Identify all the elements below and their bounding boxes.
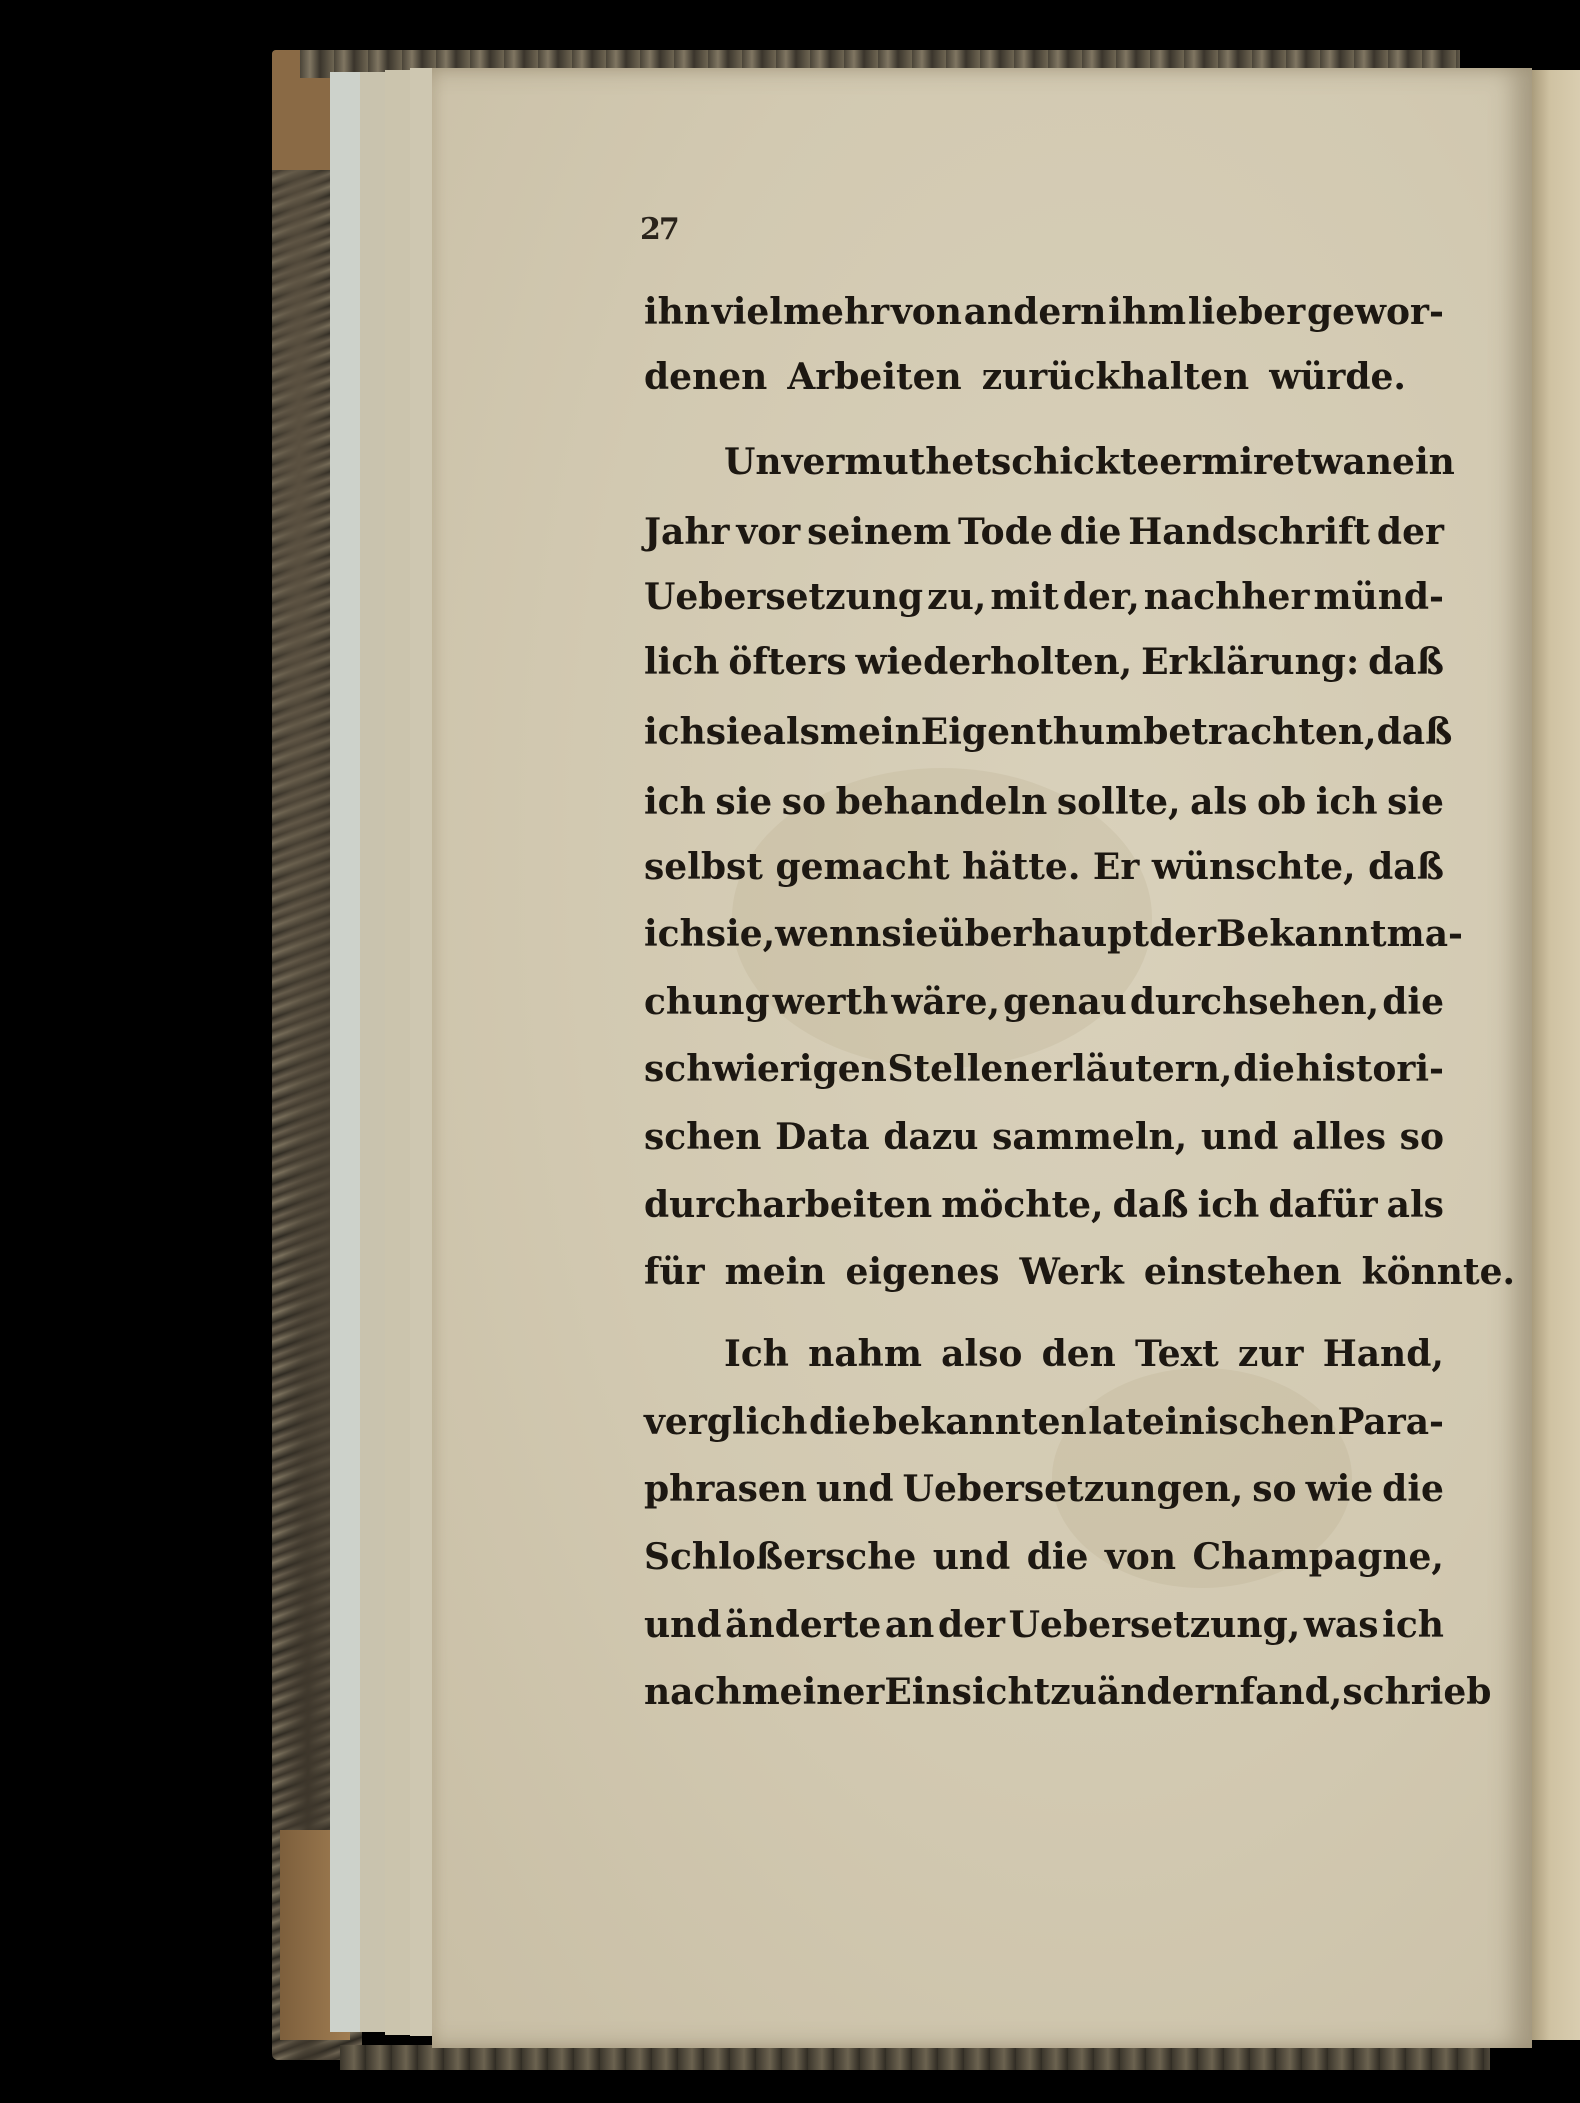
text-word: ich (644, 913, 706, 955)
text-word: möchte, (941, 1184, 1104, 1226)
text-word: zur (1237, 1333, 1304, 1375)
text-word: ändern (1096, 1671, 1240, 1713)
text-word: sie (881, 913, 939, 955)
text-line (644, 640, 1444, 684)
text-word: phrasen (644, 1468, 807, 1510)
text-line (644, 1670, 1492, 1714)
text-word: die (1026, 1536, 1089, 1578)
text-word: meiner (741, 1671, 885, 1713)
text-word: dafür (1268, 1184, 1378, 1226)
text-word: betrachten, (1143, 711, 1377, 753)
text-word: andern (963, 291, 1107, 333)
text-line (644, 1332, 1444, 1376)
text-word: Ich (724, 1333, 789, 1375)
text-word: ein (1392, 441, 1455, 483)
text-word: histori- (1295, 1048, 1444, 1090)
text-word: Hand, (1322, 1333, 1444, 1375)
text-word: Unvermuthet (724, 441, 991, 483)
text-word: ich (1382, 1604, 1444, 1646)
text-word: seinem (807, 511, 952, 553)
text-word: Er (1092, 846, 1140, 888)
text-word: Para- (1337, 1401, 1444, 1443)
page-number: 27 (640, 212, 678, 247)
text-word: genau (1003, 981, 1127, 1023)
text-word: werth (772, 981, 889, 1023)
text-word: Tode (958, 511, 1053, 553)
text-word: änderte (725, 1604, 882, 1646)
text-line (644, 290, 1444, 334)
text-word: daß (1368, 846, 1444, 888)
text-line (644, 440, 1455, 484)
text-word: sollte, (1056, 781, 1181, 823)
text-word: würde. (1269, 356, 1406, 398)
text-line (644, 1115, 1444, 1159)
text-line (644, 1603, 1444, 1647)
text-word: Uebersetzung, (1008, 1604, 1301, 1646)
text-word: selbst (644, 846, 763, 888)
text-word: durcharbeiten (644, 1184, 933, 1226)
text-word: ihm (1108, 291, 1187, 333)
text-line (644, 912, 1463, 956)
text-word: bekannten (872, 1401, 1087, 1443)
text-line (644, 1400, 1444, 1444)
text-word: öfters (728, 641, 847, 683)
text-word: der (1376, 511, 1444, 553)
text-word: wäre, (891, 981, 1001, 1023)
text-line (644, 980, 1444, 1024)
text-line (644, 510, 1444, 554)
text-word: die (1382, 981, 1444, 1023)
text-word: Uebersetzungen, (902, 1468, 1244, 1510)
text-word: schwierigen (644, 1048, 887, 1090)
text-word: Schloßersche (644, 1536, 917, 1578)
text-word: zu (1050, 1671, 1097, 1713)
text-word: Bekanntma- (1216, 913, 1463, 955)
text-word: die (1382, 1468, 1444, 1510)
text-word: Einsicht (884, 1671, 1051, 1713)
text-word: so (781, 781, 827, 823)
text-word: den (1041, 1333, 1116, 1375)
text-word: Handschrift (1128, 511, 1371, 553)
text-word: also (941, 1333, 1023, 1375)
text-word: gemacht (775, 846, 950, 888)
text-word: daß (1376, 711, 1453, 753)
text-word: ich (644, 781, 706, 823)
text-word: daß (1112, 1184, 1189, 1226)
text-word: er (1159, 441, 1202, 483)
text-word: und (1200, 1116, 1279, 1158)
text-line (644, 1535, 1444, 1579)
text-word: münd- (1313, 576, 1444, 618)
text-line (644, 845, 1444, 889)
text-line (644, 575, 1444, 619)
text-word: wie (1305, 1468, 1374, 1510)
text-word: mein (819, 711, 921, 753)
text-word: die (1059, 511, 1122, 553)
text-line (644, 1183, 1444, 1227)
text-word: Champagne, (1192, 1536, 1444, 1578)
text-word: lateinischen (1088, 1401, 1336, 1443)
text-line (644, 780, 1444, 824)
text-word: verglich (644, 1401, 808, 1443)
text-word: zu, (927, 576, 987, 618)
text-word: mein (724, 1251, 826, 1293)
text-word: als (762, 711, 820, 753)
text-word: etwan (1272, 441, 1393, 483)
text-word: überhaupt (938, 913, 1149, 955)
text-word: durchsehen, (1129, 981, 1380, 1023)
text-word: von (1104, 1536, 1176, 1578)
text-word: nachher (1143, 576, 1310, 618)
text-word: der (1148, 913, 1217, 955)
text-word: wenn (775, 913, 882, 955)
text-word: als (1386, 1184, 1444, 1226)
text-word: so (1399, 1116, 1444, 1158)
text-word: fand, (1239, 1671, 1343, 1713)
text-word: mir (1201, 441, 1273, 483)
text-word: ihn (644, 291, 711, 333)
text-word: schen (644, 1116, 762, 1158)
text-word: Werk (1019, 1251, 1124, 1293)
text-word: wiederholten, (855, 641, 1133, 683)
text-word: Arbeiten (787, 356, 962, 398)
text-word: so (1252, 1468, 1297, 1510)
text-line (644, 1250, 1516, 1294)
text-word: vielmehr (711, 291, 890, 333)
text-word: wünschte, (1151, 846, 1356, 888)
text-word: sie, (705, 913, 776, 955)
text-word: alles (1292, 1116, 1386, 1158)
text-word: und (644, 1604, 722, 1646)
text-word: nach (644, 1671, 742, 1713)
text-word: Data (775, 1116, 870, 1158)
text-word: Erklärung: (1141, 641, 1360, 683)
text-word: die (808, 1401, 871, 1443)
book-bottom-edge (340, 2045, 1490, 2070)
text-word: einstehen (1143, 1251, 1342, 1293)
text-word: dazu (883, 1116, 979, 1158)
text-word: könnte. (1361, 1251, 1516, 1293)
text-word: erläutern, (1030, 1048, 1233, 1090)
text-word: an (884, 1604, 935, 1646)
text-word: sie (715, 781, 773, 823)
text-word: ich (1315, 781, 1378, 823)
text-word: der, (1062, 576, 1140, 618)
text-line (644, 1467, 1444, 1511)
text-line (644, 355, 1444, 399)
text-word: chung (644, 981, 770, 1023)
text-word: ich (644, 711, 706, 753)
text-word: ich (1197, 1184, 1260, 1226)
text-word: schickte (990, 441, 1160, 483)
text-word: ob (1256, 781, 1307, 823)
text-word: denen (644, 356, 768, 398)
text-word: behandeln (835, 781, 1048, 823)
text-word: lich (644, 641, 720, 683)
text-word: nahm (808, 1333, 922, 1375)
text-word: mit (990, 576, 1059, 618)
text-word: schrieb (1342, 1671, 1492, 1713)
text-word: eigenes (845, 1251, 1000, 1293)
text-word: für (644, 1251, 705, 1293)
text-line (644, 710, 1453, 754)
text-word: zurückhalten (981, 356, 1250, 398)
text-word: sie (1387, 781, 1444, 823)
text-word: lieber (1187, 291, 1306, 333)
text-word: Eigenthum (920, 711, 1144, 753)
text-word: und (816, 1468, 894, 1510)
text-word: Text (1135, 1333, 1219, 1375)
text-word: von (890, 291, 962, 333)
text-word: was (1303, 1604, 1379, 1646)
text-word: sie (705, 711, 763, 753)
text-word: die (1233, 1048, 1295, 1090)
facing-page-edge (1530, 70, 1580, 2040)
text-word: der (937, 1604, 1006, 1646)
text-word: vor (736, 511, 801, 553)
text-word: Stellen (887, 1048, 1030, 1090)
text-word: Jahr (644, 511, 730, 553)
text-word: Uebersetzung (644, 576, 924, 618)
text-line (644, 1047, 1444, 1091)
text-word: sammeln, (992, 1116, 1188, 1158)
text-word: daß (1368, 641, 1444, 683)
text-word: gewor- (1306, 291, 1444, 333)
text-word: hätte. (962, 846, 1081, 888)
text-word: als (1190, 781, 1248, 823)
text-word: und (932, 1536, 1011, 1578)
